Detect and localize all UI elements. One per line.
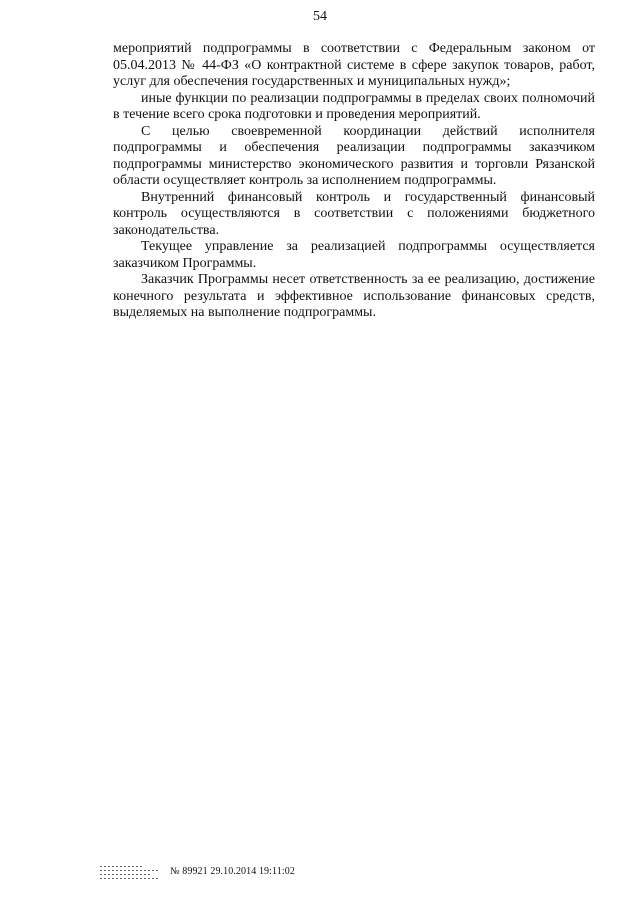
registry-stamp-icon [100,863,162,879]
registration-number: № 89921 29.10.2014 19:11:02 [170,865,295,877]
page-number: 54 [313,9,327,24]
paragraph-current-management: Текущее управление за реализацией подпрограммы осуществляется заказчиком Программы. [113,239,595,271]
paragraph-financial-control: Внутренний финансовый контроль и государственный финансовый контроль осуществляются в соответствии с положениями бюджетного законодательства. [113,189,595,238]
paragraph-other-functions: иные функции по реализации подпрограммы в пределах своих полномочий в течение всего срока подготовки и проведения мероприятий. [113,90,595,122]
document-body [113,41,595,322]
document-footer [100,861,295,881]
paragraph-continuation: мероприятий подпрограммы в соответствии с Федеральным законом от 05.04.2013 № 44-ФЗ «О контрактной системе в сфере закупок товаров, работ, услуг для обеспечения государственных и муниципальных нужд»; [113,41,595,89]
paragraph-coordination: С целью своевременной координации действий исполнителя подпрограммы и обеспечения реализации подпрограммы заказчиком подпрограммы министерство экономического развития и торговли Рязанской области осуществляет контроль за исполнением подпрограммы. [113,123,595,188]
paragraph-responsibility: Заказчик Программы несет ответственность за ее реализацию, достижение конечного результата и эффективное использование финансовых средств, выделяемых на выполнение подпрограммы. [113,272,595,320]
